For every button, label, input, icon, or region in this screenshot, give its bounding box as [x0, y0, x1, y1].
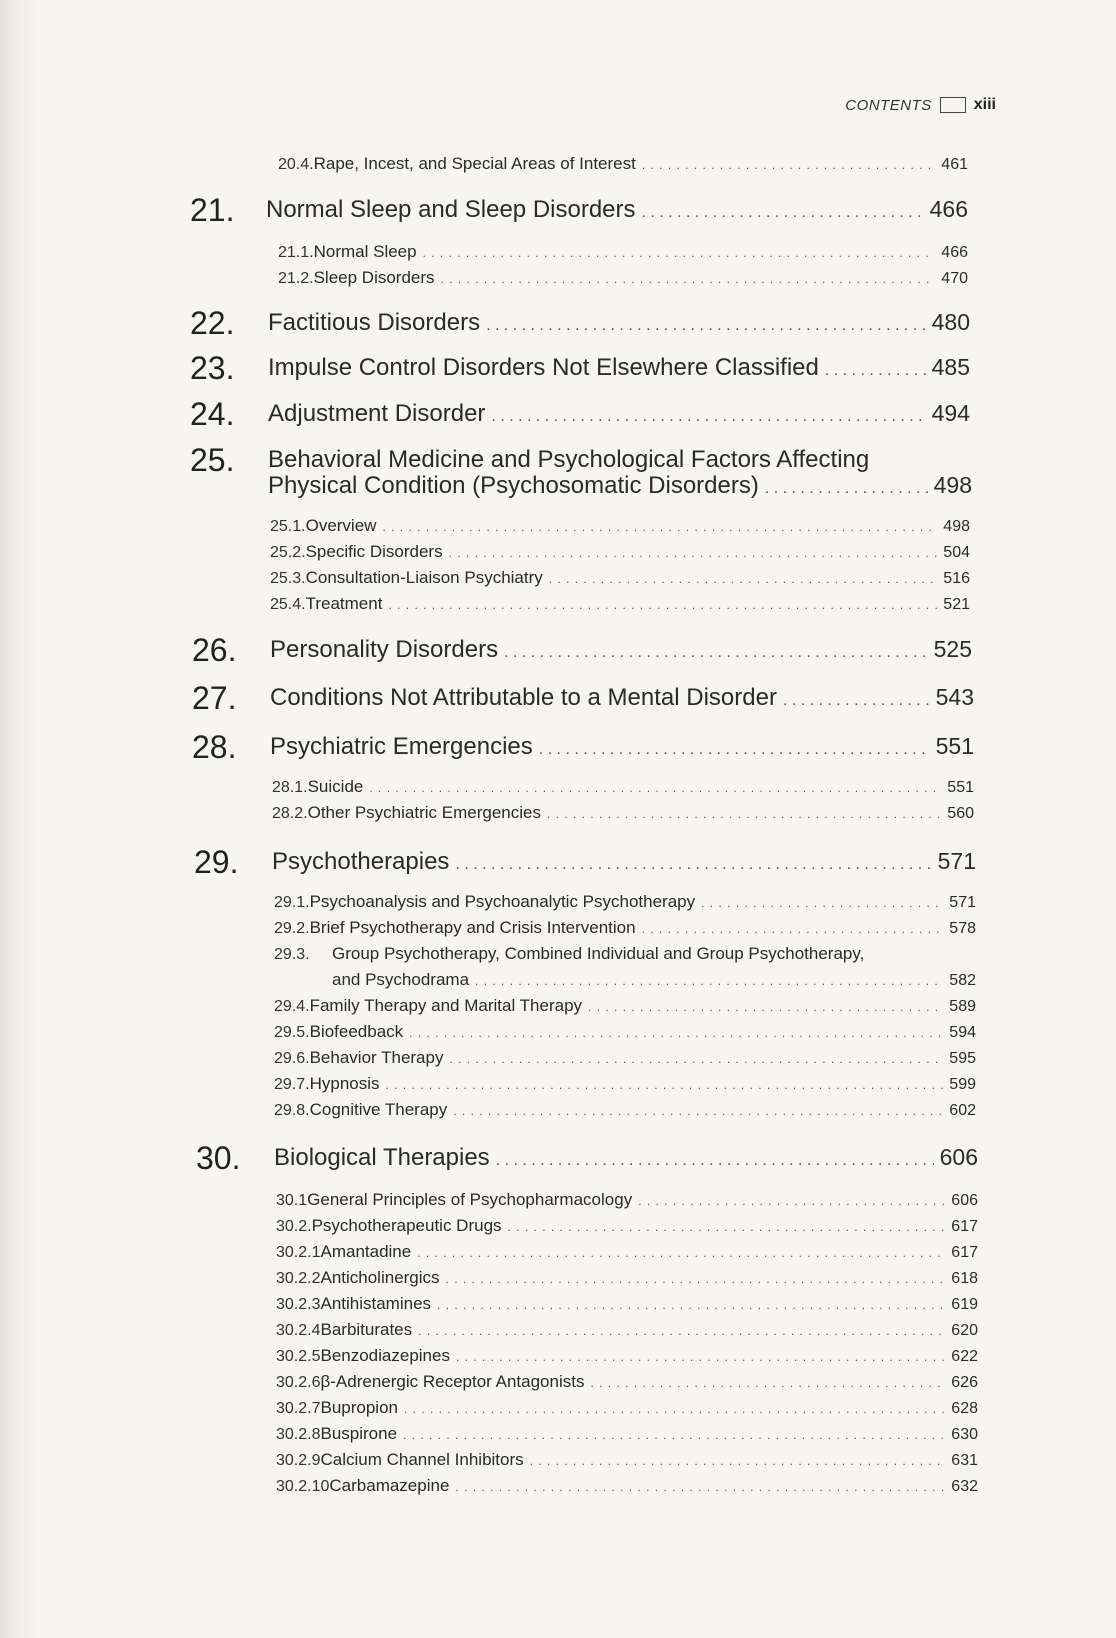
toc-entry-30-2 [276, 1216, 978, 1236]
page-ref: 504 [943, 544, 970, 561]
section-number: 30.2.6 [276, 1374, 321, 1391]
toc-entry-30-2-5 [276, 1346, 978, 1366]
toc-entry-30-2-8 [276, 1424, 978, 1444]
toc-entry-30-2-2 [276, 1268, 978, 1288]
page-ref: 498 [943, 518, 970, 535]
page-ref: 582 [949, 972, 976, 989]
toc-entry-chapter-21 [266, 196, 968, 224]
section-number: 29.3. [274, 946, 310, 963]
running-head-label: CONTENTS [845, 96, 932, 114]
page-ref: 461 [941, 156, 968, 173]
toc-entry-chapter-22 [268, 309, 970, 337]
section-title: Psychoanalysis and Psychoanalytic Psychotherapy [309, 892, 696, 911]
dot-leader [369, 781, 941, 795]
dot-leader [455, 856, 931, 874]
page-ref: 578 [949, 920, 976, 937]
page-ref: 571 [949, 894, 976, 911]
dot-leader [404, 1402, 945, 1416]
section-number: 21.2. [278, 270, 314, 287]
section-title: Buspirone [320, 1424, 398, 1443]
section-title: Carbamazepine [329, 1476, 450, 1495]
toc-entry-chapter-29 [272, 848, 976, 876]
page-ref: 595 [949, 1050, 976, 1067]
section-title: Calcium Channel Inhibitors [320, 1450, 524, 1469]
chapter-title: Biological Therapies [274, 1144, 490, 1171]
toc-entry-28-1 [272, 777, 974, 797]
section-number: 29.2. [274, 920, 310, 937]
page-ref: 480 [931, 309, 970, 335]
chapter-title: Normal Sleep and Sleep Disorders [266, 196, 636, 223]
dot-leader [453, 1104, 943, 1118]
page-ref: 617 [951, 1218, 978, 1235]
dot-leader [508, 1220, 946, 1234]
section-number: 30.2. [276, 1218, 312, 1235]
page-ref: 498 [933, 472, 972, 498]
dot-leader [701, 896, 943, 910]
section-title: Family Therapy and Marital Therapy [309, 996, 583, 1015]
dot-leader [491, 408, 925, 426]
chapter-title: Conditions Not Attributable to a Mental Disorder [270, 684, 777, 711]
section-number: 25.1. [270, 518, 306, 535]
toc-entry-29-8 [274, 1100, 976, 1120]
page-ref: 626 [951, 1374, 978, 1391]
section-title: Sleep Disorders [313, 268, 435, 287]
section-title: Barbiturates [320, 1320, 413, 1339]
toc-entry-29-2 [274, 918, 976, 938]
toc-entry-30-2-7 [276, 1398, 978, 1418]
toc-entry-29-6 [274, 1048, 976, 1068]
section-title: Benzodiazepines [320, 1346, 450, 1365]
section-number: 30.2.1 [276, 1244, 321, 1261]
page-ref: 620 [951, 1322, 978, 1339]
chapter-number: 21. [190, 192, 235, 228]
section-title-line-1: Group Psychotherapy, Combined Individual and Group Psychotherapy, [332, 944, 865, 963]
dot-leader [456, 1350, 945, 1364]
toc-entry-chapter-30 [274, 1144, 978, 1172]
section-title: Normal Sleep [313, 242, 417, 261]
dot-leader [403, 1428, 945, 1442]
dot-leader [455, 1480, 945, 1494]
dot-leader [437, 1298, 945, 1312]
section-title: Behavior Therapy [309, 1048, 444, 1067]
dot-leader [530, 1454, 946, 1468]
dot-leader [441, 272, 936, 286]
chapter-title-line-2: Physical Condition (Psychosomatic Disorders) [268, 472, 759, 499]
section-number: 29.6. [274, 1050, 310, 1067]
toc-entry-20-4 [278, 154, 968, 174]
page-ref: 618 [951, 1270, 978, 1287]
section-title: Treatment [305, 594, 383, 613]
page-ref: 622 [951, 1348, 978, 1365]
chapter-number: 24. [190, 396, 235, 432]
section-number: 25.2. [270, 544, 306, 561]
chapter-number: 25. [190, 442, 235, 478]
section-title-line-2: and Psychodrama [332, 970, 470, 989]
chapter-title: Adjustment Disorder [268, 400, 486, 427]
section-number: 20.4. [278, 156, 314, 173]
dot-leader [409, 1026, 943, 1040]
section-title: Consultation-Liaison Psychiatry [305, 568, 543, 587]
page-ref: 494 [931, 400, 970, 426]
toc-entry-30-2-3 [276, 1294, 978, 1314]
toc-entry-chapter-24 [268, 400, 970, 428]
page-ref: 516 [943, 570, 970, 587]
chapter-title: Impulse Control Disorders Not Elsewhere Classified [268, 354, 819, 381]
running-head [845, 96, 996, 114]
page-ref: 560 [947, 805, 974, 822]
toc-entry-30-2-6 [276, 1372, 978, 1392]
page-ref: 485 [931, 354, 970, 380]
page-ref: 632 [951, 1478, 978, 1495]
toc-entry-chapter-25 [268, 472, 972, 500]
toc-entry-29-7 [274, 1074, 976, 1094]
page-ref: 525 [933, 636, 972, 662]
toc-entry-25-2 [270, 542, 970, 562]
page-gutter-shadow [0, 0, 40, 1638]
toc-entry-30-1 [276, 1190, 978, 1210]
section-number: 29.5. [274, 1024, 310, 1041]
dot-leader [496, 1152, 934, 1170]
chapter-number: 22. [190, 305, 235, 341]
toc-entry-chapter-27 [270, 684, 974, 712]
dot-leader [783, 692, 930, 710]
section-number: 29.4. [274, 998, 310, 1015]
chapter-number: 30. [196, 1140, 241, 1176]
toc-entry-chapter-23 [268, 354, 970, 382]
dot-leader [449, 546, 938, 560]
section-number: 30.2.5 [276, 1348, 321, 1365]
dot-leader [588, 1000, 943, 1014]
page-ref: 606 [939, 1144, 978, 1170]
toc-entry-29-5 [274, 1022, 976, 1042]
section-number: 29.7. [274, 1076, 310, 1093]
section-number: 21.1. [278, 244, 314, 261]
page-ref: 543 [935, 684, 974, 710]
page-ref: 602 [949, 1102, 976, 1119]
section-number: 30.2.10 [276, 1478, 330, 1495]
chapter-title-line-1: Behavioral Medicine and Psychological Factors Affecting [268, 446, 870, 473]
toc-entry-25-1 [270, 516, 970, 536]
section-number: 30.2.4 [276, 1322, 321, 1339]
section-title: Anticholinergics [320, 1268, 440, 1287]
page-ref: 551 [947, 779, 974, 796]
page-ref: 631 [951, 1452, 978, 1469]
toc-entry-30-2-1 [276, 1242, 978, 1262]
page-ref: 606 [951, 1192, 978, 1209]
section-number: 30.1 [276, 1192, 308, 1209]
dot-leader [638, 1194, 945, 1208]
section-title: Psychotherapeutic Drugs [311, 1216, 502, 1235]
page-ref: 521 [943, 596, 970, 613]
section-title: Amantadine [320, 1242, 412, 1261]
dot-leader [417, 1246, 945, 1260]
dot-leader [642, 922, 944, 936]
section-number: 25.3. [270, 570, 306, 587]
section-number: 29.1. [274, 894, 310, 911]
section-number: 28.1. [272, 779, 308, 796]
dot-leader [590, 1376, 945, 1390]
page-ref: 630 [951, 1426, 978, 1443]
dot-leader [486, 317, 926, 335]
dot-leader [504, 644, 928, 662]
toc-entry-30-2-9 [276, 1450, 978, 1470]
dot-leader [765, 480, 928, 498]
chapter-number: 28. [192, 729, 237, 765]
toc-entry-21-1 [278, 242, 968, 262]
page-ref: 628 [951, 1400, 978, 1417]
dot-leader [418, 1324, 945, 1338]
chapter-number: 23. [190, 350, 235, 386]
page-ref: 571 [937, 848, 976, 874]
page-ref: 466 [929, 196, 968, 222]
section-title: Brief Psychotherapy and Crisis Intervention [309, 918, 636, 937]
chapter-title: Factitious Disorders [268, 309, 481, 336]
dot-leader [642, 204, 924, 222]
toc-entry-30-2-10 [276, 1476, 978, 1496]
toc-entry-29-1 [274, 892, 976, 912]
section-number: 30.2.8 [276, 1426, 321, 1443]
section-number: 29.8. [274, 1102, 310, 1119]
page-ref: 551 [935, 733, 974, 759]
section-title: Rape, Incest, and Special Areas of Interest [313, 154, 636, 173]
chapter-number: 29. [194, 844, 239, 880]
dot-leader [642, 158, 935, 172]
toc-entry-chapter-26 [270, 636, 972, 664]
section-number: 28.2. [272, 805, 308, 822]
chapter-title: Psychotherapies [272, 848, 450, 875]
dot-leader [423, 246, 936, 260]
box-ornament-icon [940, 97, 966, 113]
page-ref: 594 [949, 1024, 976, 1041]
section-title: Specific Disorders [305, 542, 443, 561]
chapter-number: 26. [192, 632, 237, 668]
section-title: Cognitive Therapy [309, 1100, 448, 1119]
chapter-title: Personality Disorders [270, 636, 499, 663]
page-ref: 617 [951, 1244, 978, 1261]
section-title: Overview [305, 516, 377, 535]
section-number: 30.2.2 [276, 1270, 321, 1287]
toc-entry-21-2 [278, 268, 968, 288]
dot-leader [388, 598, 937, 612]
section-number: 25.4. [270, 596, 306, 613]
section-title: Other Psychiatric Emergencies [307, 803, 541, 822]
page-number: xiii [973, 96, 996, 113]
dot-leader [549, 572, 938, 586]
page-ref: 470 [941, 270, 968, 287]
section-title: Antihistamines [320, 1294, 432, 1313]
chapter-number: 27. [192, 680, 237, 716]
dot-leader [475, 974, 943, 988]
section-title: Suicide [307, 777, 364, 796]
dot-leader [446, 1272, 946, 1286]
dot-leader [825, 362, 926, 380]
dot-leader [449, 1052, 943, 1066]
chapter-title: Psychiatric Emergencies [270, 733, 533, 760]
section-number: 30.2.3 [276, 1296, 321, 1313]
toc-entry-28-2 [272, 803, 974, 823]
section-title: Biofeedback [309, 1022, 404, 1041]
page-ref: 599 [949, 1076, 976, 1093]
page-ref: 619 [951, 1296, 978, 1313]
dot-leader [547, 807, 941, 821]
dot-leader [382, 520, 937, 534]
page-ref: 589 [949, 998, 976, 1015]
section-title: General Principles of Psychopharmacology [307, 1190, 633, 1209]
toc-entry-30-2-4 [276, 1320, 978, 1340]
section-title: Bupropion [320, 1398, 398, 1417]
section-number: 30.2.9 [276, 1452, 321, 1469]
toc-entry-29-4 [274, 996, 976, 1016]
toc-entry-29-3 [332, 970, 976, 990]
toc-entry-chapter-28 [270, 733, 974, 761]
toc-entry-25-4 [270, 594, 970, 614]
section-number: 30.2.7 [276, 1400, 321, 1417]
page-ref: 466 [941, 244, 968, 261]
dot-leader [539, 741, 930, 759]
toc-entry-25-3 [270, 568, 970, 588]
section-title: Hypnosis [309, 1074, 380, 1093]
section-title: β-Adrenergic Receptor Antagonists [320, 1372, 585, 1391]
dot-leader [386, 1078, 944, 1092]
